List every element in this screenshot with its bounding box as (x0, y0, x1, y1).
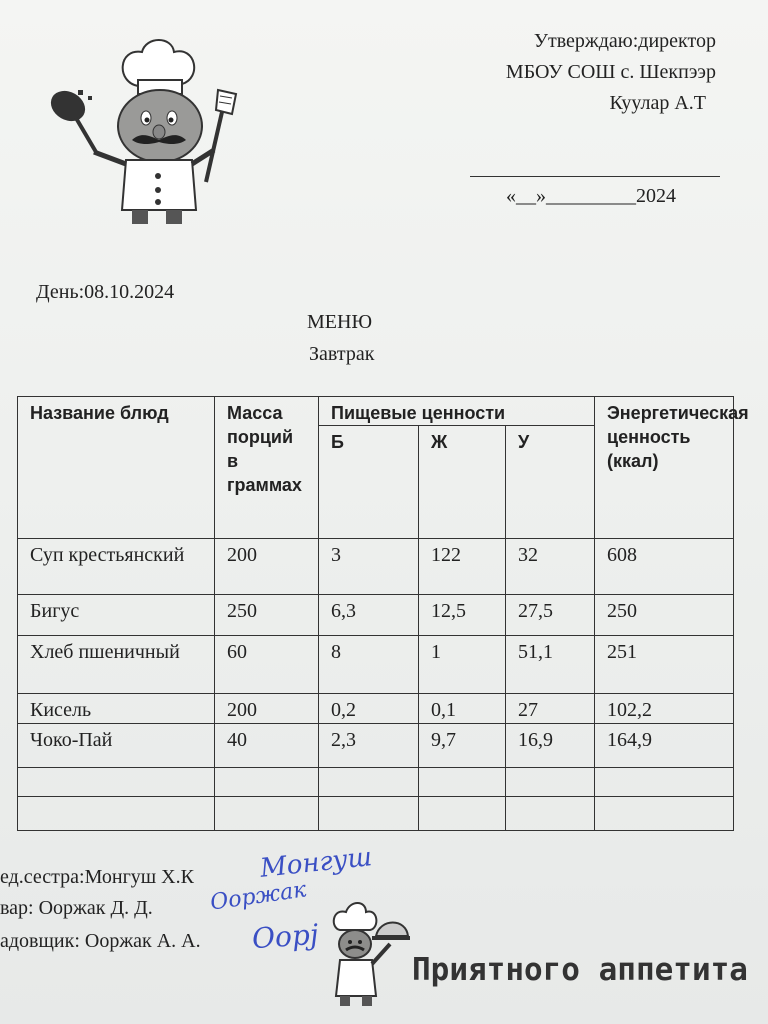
header-nutrition: Пищевые ценности (319, 397, 595, 426)
chef-tray-illustration (326, 900, 410, 1008)
header-fat: Ж (419, 426, 506, 539)
cell-mass: 40 (215, 724, 319, 768)
footer-slogan: Приятного аппетита (412, 952, 748, 988)
header-dish: Название блюд (18, 397, 215, 539)
cell-b: 3 (319, 538, 419, 594)
cell-u: 27 (506, 693, 595, 723)
staff-storekeeper: адовщик: Ооржак А. А. (0, 930, 201, 952)
header-mass: Масса порций в граммах (215, 397, 319, 539)
header-energy: Энергетическая ценность (ккал) (595, 397, 734, 539)
approval-date: «__»_________2024 (506, 185, 676, 207)
menu-table (17, 396, 749, 831)
approval-line-3: Куулар А.Т (609, 92, 706, 114)
cell-zh: 9,7 (419, 724, 506, 768)
cell-mass: 60 (215, 635, 319, 693)
cell-u: 16,9 (506, 724, 595, 768)
signature-nurse: Монгуш (258, 842, 374, 884)
header-protein: Б (319, 426, 419, 539)
menu-title: МЕНЮ (307, 311, 372, 333)
chef-illustration (46, 34, 250, 228)
table-row-empty (18, 796, 734, 830)
cell-kcal: 164,9 (595, 724, 734, 768)
cell-kcal: 102,2 (595, 693, 734, 723)
cell-dish: Хлеб пшеничный (18, 635, 215, 693)
signature-cook: Ооржак (208, 877, 308, 916)
cell-kcal: 250 (595, 595, 734, 635)
table-row (18, 538, 734, 594)
approval-line-1: Утверждаю:директор (533, 30, 716, 52)
signature-storekeeper: Оорј (250, 917, 320, 956)
cell-dish: Суп крестьянский (18, 538, 215, 594)
header-carbs: У (506, 426, 595, 539)
cell-dish: Чоко-Пай (18, 724, 215, 768)
table-row (18, 693, 734, 723)
cell-u: 51,1 (506, 635, 595, 693)
cell-u: 27,5 (506, 595, 595, 635)
cell-kcal: 251 (595, 635, 734, 693)
cell-zh: 122 (419, 538, 506, 594)
staff-cook: вар: Ооржак Д. Д. (0, 897, 153, 919)
cell-b: 2,3 (319, 724, 419, 768)
cell-dish: Кисель (18, 693, 215, 723)
cell-dish: Бигус (18, 595, 215, 635)
cell-kcal: 608 (595, 538, 734, 594)
cell-b: 8 (319, 635, 419, 693)
cell-zh: 0,1 (419, 693, 506, 723)
cell-zh: 12,5 (419, 595, 506, 635)
table-row (18, 724, 734, 768)
cell-mass: 200 (215, 538, 319, 594)
table-row (18, 635, 734, 693)
cell-mass: 200 (215, 693, 319, 723)
table-row-empty (18, 768, 734, 796)
table-row (18, 595, 734, 635)
menu-date: День:08.10.2024 (36, 281, 175, 303)
signature-line (470, 176, 720, 177)
cell-mass: 250 (215, 595, 319, 635)
approval-block (506, 26, 716, 119)
staff-nurse: ед.сестра:Монгуш Х.К (0, 866, 194, 888)
cell-b: 6,3 (319, 595, 419, 635)
approval-line-2: МБОУ СОШ с. Шекпээр (505, 61, 716, 83)
cell-zh: 1 (419, 635, 506, 693)
cell-b: 0,2 (319, 693, 419, 723)
meal-title: Завтрак (309, 343, 375, 365)
cell-u: 32 (506, 538, 595, 594)
